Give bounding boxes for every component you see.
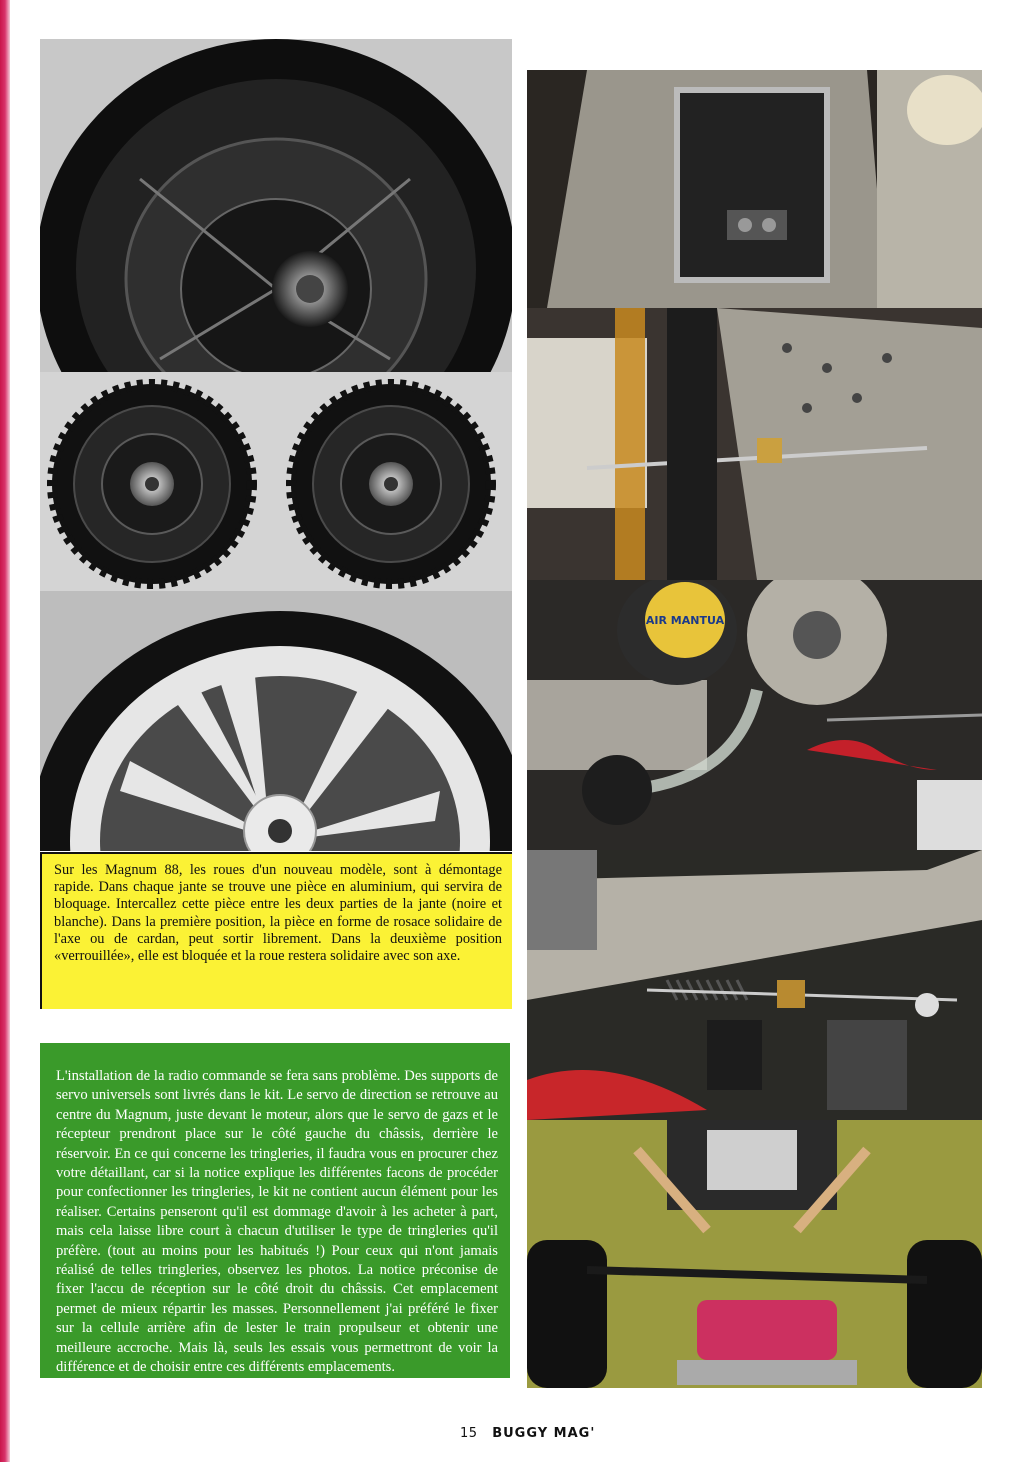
photo-throttle-spring xyxy=(527,850,982,1120)
photo-wheel-position-2 xyxy=(269,372,512,591)
photo-chassis-servo-bay xyxy=(527,70,982,308)
page-footer xyxy=(460,1426,595,1441)
photo-rear-suspension-battery xyxy=(527,1120,982,1388)
photo-chassis-linkages xyxy=(527,308,982,580)
page-number: 15 xyxy=(460,1426,478,1441)
radio-caption: L'installation de la radio commande se fera sans problème. Des supports de servo universels sont livrés dans le kit. Le servo de direction se retrouve au centre du Magnum, juste devant le moteur, alors que le servo de gazs et le récepteur prendront place sur le côté gauche du châssis, derrière le réservoir. En ce qui concerne les tringleries, il faudra vous en procurer chez votre détaillant, car si la notice explique les différentes facons de procéder pour confectionner les tringleries, le kit ne contient aucun élément pour les réaliser. Certains penseront qu'il est dommage d'avoir à les acheter à part, mais cela laisse libre court à chacun d'utiliser le type de tringleries qu'il préfère. (tout au moins pour les habitués !) Pour ceux qui n'ont jamais réalisé de telles tringleries, observez les photos. La notice préconise de fixer l'accu de réception sur le côté droit du châssis. Cet emplacement permet de mieux répartir les masses. Personnellement j'ai préféré le fixer sur la cellule arrière afin de lester le train propulseur et obtenir une meilleure accroche. Mais là, seuls les essais vous permettront de voir la différence et de choisir entre ces différents emplacements. xyxy=(40,1043,510,1378)
photo-wheel-rim-black xyxy=(40,39,512,372)
photo-engine-air-filter xyxy=(527,580,982,850)
magazine-name: BUGGY MAG' xyxy=(492,1426,596,1441)
wheel-caption: Sur les Magnum 88, les roues d'un nouveau modèle, sont à démontage rapide. Dans chaque jante se trouve une pièce en aluminium, qui servira de bloquage. Intercallez cette pièce entre les deux parties de la jante (noire et blanche). Dans la première position, la pièce en forme de rosace solidaire de l'axe ou de cardan, peut sortir librement. Dans la deuxième position «verrouillée», elle est bloquée et la roue restera solidaire avec son axe. xyxy=(40,852,512,1009)
photo-wheel-position-1 xyxy=(40,372,269,591)
page-edge-strip xyxy=(0,0,10,1462)
air-filter-label: AIR MANTUA xyxy=(645,614,725,627)
photo-wheel-rim-white xyxy=(40,591,512,851)
